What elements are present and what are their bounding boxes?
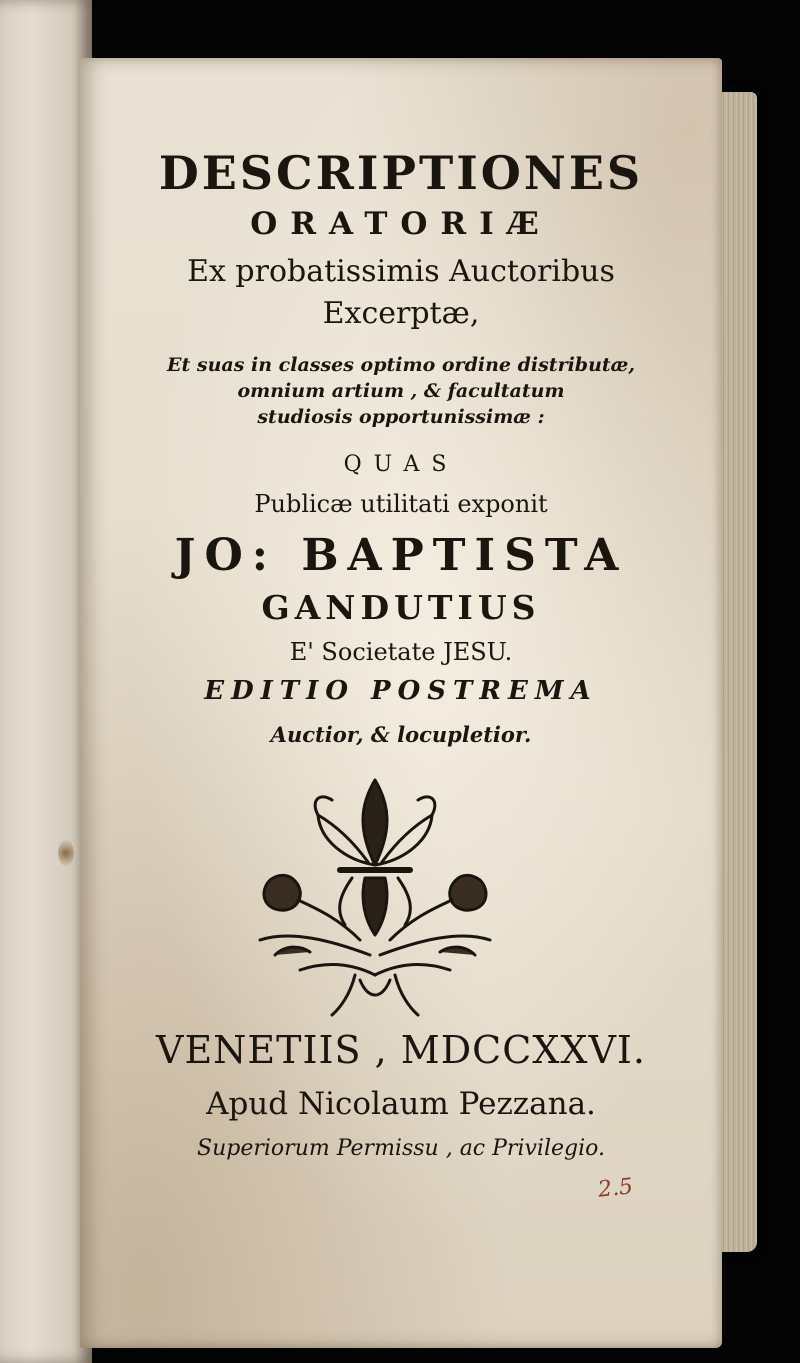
italic-line2: omnium artium , & facultatum [237, 380, 565, 402]
edition-line: EDITIO POSTREMA [204, 676, 598, 706]
imprint-place-year: VENETIIS , MDCCXXVI. [156, 1028, 646, 1072]
publicae-line: Publicæ utilitati exponit [254, 490, 548, 518]
imprint-permission: Superiorum Permissu , ac Privilegio. [197, 1136, 605, 1161]
facing-page [0, 0, 92, 1363]
fleur-de-lis-floral-ornament-icon [240, 770, 510, 1020]
subtitle-line1: Ex probatissimis Auctoribus [187, 254, 615, 289]
book-title-line2: ORATORIÆ [250, 206, 552, 242]
imprint-printer: Apud Nicolaum Pezzana. [206, 1086, 596, 1122]
title-page [80, 58, 722, 1348]
subtitle-line2: Excerptæ, [322, 296, 480, 331]
italic-line3: studiosis opportunissimæ : [257, 406, 545, 428]
author-surname: GANDUTIUS [261, 588, 541, 627]
book-title: DESCRIPTIONES [158, 146, 644, 200]
quas-line: QUAS [343, 452, 459, 477]
pencil-annotation: 2.5 [596, 1174, 635, 1203]
italic-line1: Et suas in classes optimo ordine distributæ, [167, 354, 635, 376]
author-first-name: JO: BAPTISTA [174, 530, 628, 581]
edition-note: Auctior, & locupletior. [270, 722, 532, 747]
foxing-stain [58, 840, 74, 866]
society-line: E' Societate JESU. [289, 638, 513, 666]
